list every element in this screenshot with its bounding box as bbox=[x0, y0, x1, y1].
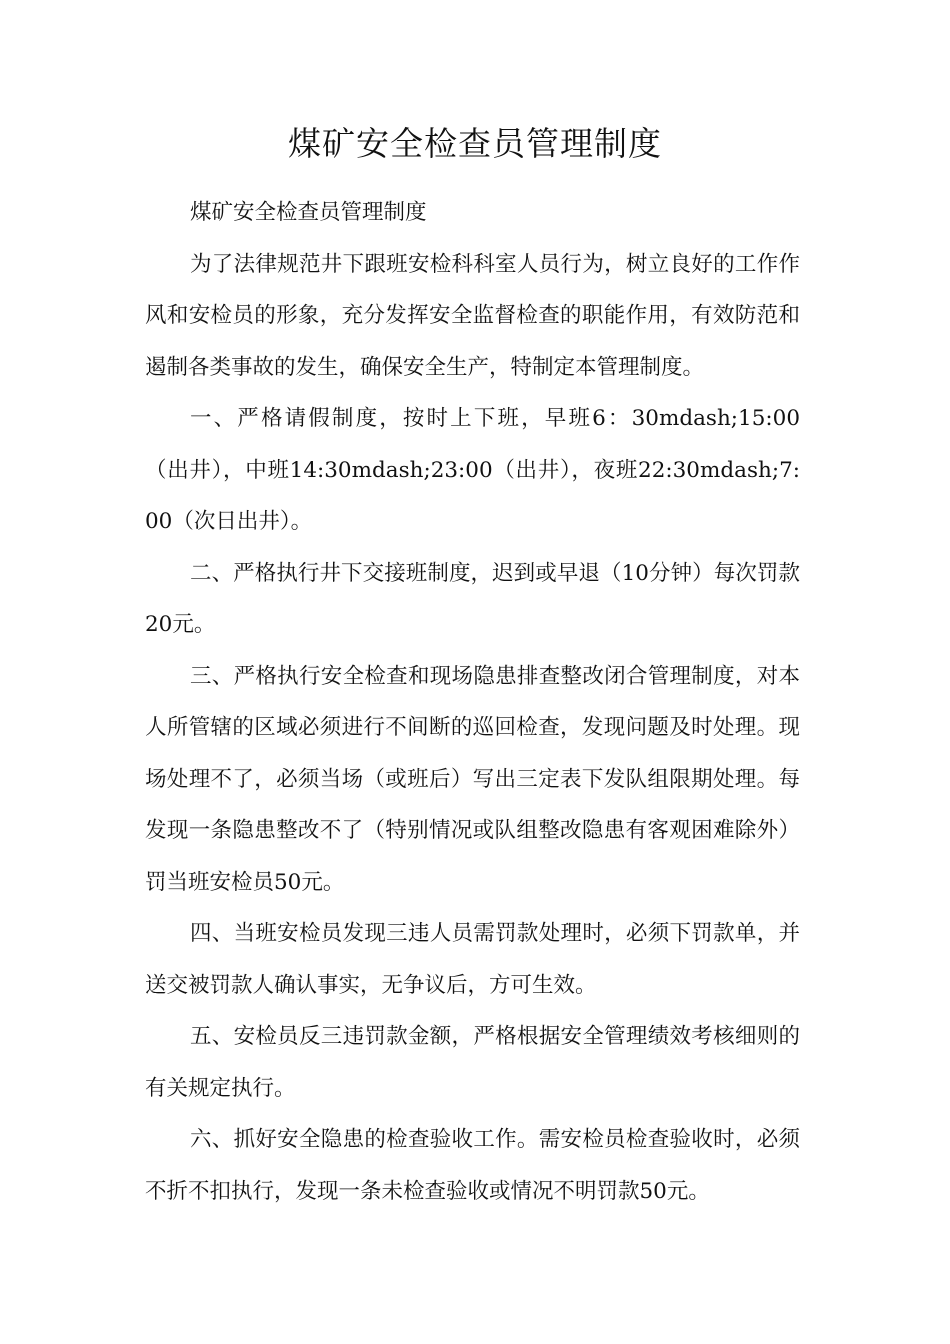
document-title: 煤矿安全检查员管理制度 bbox=[288, 124, 662, 163]
paragraph-rule-2: 二、严格执行井下交接班制度，迟到或早退（10分钟）每次罚款20元。 bbox=[145, 560, 800, 637]
paragraph-rule-3: 三、严格执行安全检查和现场隐患排查整改闭合管理制度，对本人所管辖的区域必须进行不间断的巡回检查，发现问题及时处理。现场处理不了，必须当场（或班后）写出三定表下发队组限期处理。每发现一条隐患整改不了（特别情况或队组整改隐患有客观困难除外）罚当班安检员50元。 bbox=[145, 663, 800, 895]
paragraph-rule-4: 四、当班安检员发现三违人员需罚款处理时，必须下罚款单，并送交被罚款人确认事实，无争议后，方可生效。 bbox=[145, 921, 800, 998]
paragraph-rule-6: 六、抓好安全隐患的检查验收工作。需安检员检查验收时，必须不折不扣执行，发现一条未检查验收或情况不明罚款50元。 bbox=[145, 1127, 800, 1204]
paragraph-subtitle: 煤矿安全检查员管理制度 bbox=[190, 200, 427, 225]
document-body bbox=[145, 187, 800, 1217]
paragraph-intro: 为了法律规范井下跟班安检科科室人员行为，树立良好的工作作风和安检员的形象，充分发挥安全监督检查的职能作用，有效防范和遏制各类事故的发生，确保安全生产，特制定本管理制度。 bbox=[145, 251, 800, 380]
paragraph-rule-1: 一、严格请假制度，按时上下班，早班6：30mdash;15:00（出井），中班14:30mdash;23:00（出井），夜班22:30mdash;7:00（次日出井）。 bbox=[145, 406, 800, 534]
paragraph-rule-5: 五、安检员反三违罚款金额，严格根据安全管理绩效考核细则的有关规定执行。 bbox=[145, 1024, 800, 1101]
